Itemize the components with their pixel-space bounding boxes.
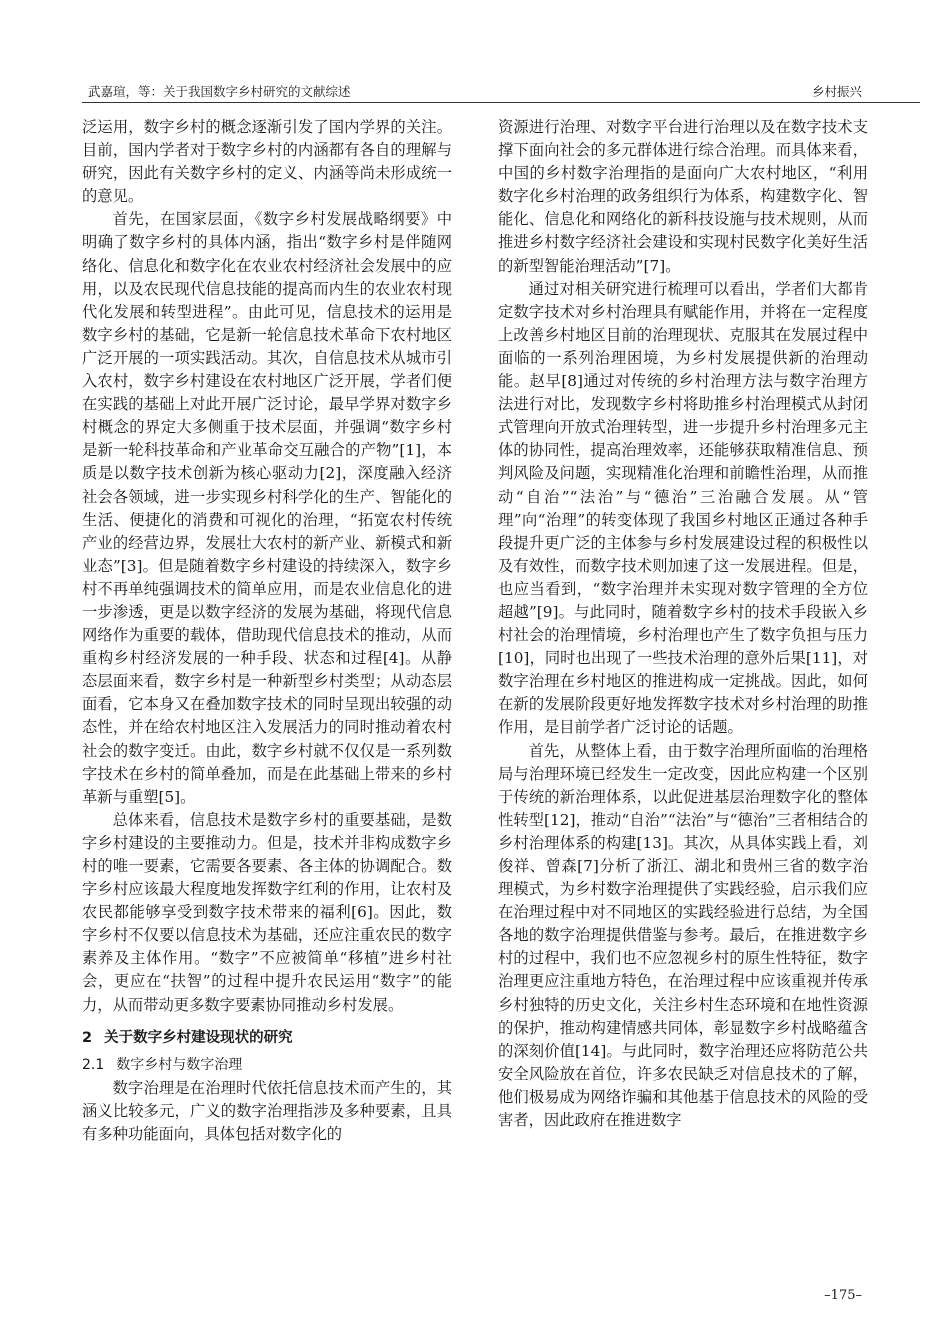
- header-section: 乡村振兴: [811, 84, 862, 99]
- subsection-number: 2.1: [82, 1056, 105, 1073]
- running-header: [88, 70, 862, 100]
- paragraph: 泛运用，数字乡村的概念逐渐引发了国内学界的关注。目前，国内学者对于数字乡村的内涵都有各自的理解与研究，因此有关数字乡村的定义、内涵等尚未形成统一的意见。: [82, 118, 452, 206]
- left-column: [82, 116, 452, 1146]
- paragraph: 通过对相关研究进行梳理可以看出，学者们大都肯定数字技术对乡村治理具有赋能作用，并将在一定程度上改善乡村地区目前的治理现状、克服其在发展过程中面临的一系列治理困境，为乡村发展提供新的治理动能。赵早[8]通过对传统的乡村治理方法与数字治理方法进行对比，发现数字乡村将助推乡村治理模式从封闭式管理向开放式治理转型，进一步提升乡村治理多元主体的协同性，提高治理效率，还能够获取精准信息、预判风险及问题，实现精准化治理和前瞻性治理，从而推动“自治”“法治”与“德治”三治融合发展。从“管理”向“治理”的转变体现了我国乡村地区正通过各种手段提升更广泛的主体参与乡村发展建设过程的积极性以及有效性，而数字技术则加速了这一发展进程。但是，也应当看到，“数字治理并未实现对数字管理的全方位超越”[9]。与此同时，随着数字乡村的技术手段嵌入乡村社会的治理情境，乡村治理也产生了数字负担与压力[10]，同时也出现了一些技术治理的意外后果[11]，对数字治理在乡村地区的推进构成一定挑战。因此，如何在新的发展阶段更好地发挥数字技术对乡村治理的助推作用，是目前学者广泛讨论的话题。: [498, 279, 868, 737]
- subsection-title: 数字乡村与数字治理: [116, 1056, 243, 1073]
- paragraph: 数字治理是在治理时代依托信息技术而产生的，其涵义比较多元，广义的数字治理指涉及多种要素，且具有多种功能面向，具体包括对数字化的: [82, 1078, 452, 1144]
- right-column: [498, 116, 868, 1132]
- paragraph: 首先，在国家层面，《数字乡村发展战略纲要》中明确了数字乡村的具体内涵，指出“数字乡村是伴随网络化、信息化和数字化在农业农村经济社会发展中的应用，以及农民现代信息技能的提高而内生的农业农村现代化发展和转型进程”。由此可见，信息技术的运用是数字乡村的基础，它是新一轮信息技术革命下农村地区广泛开展的一项实践活动。其次，自信息技术从城市引入农村，数字乡村建设在农村地区广泛开展，学者们便在实践的基础上对此开展广泛讨论，最早学界对数字乡村概念的界定大多侧重于技术层面，并强调“数字乡村是新一轮科技革命和产业革命交互融合的产物”[1]，本质是以数字技术创新为核心驱动力[2]，深度融入经济社会各领域，进一步实现乡村科学化的生产、智能化的生活、便捷化的消费和可视化的治理，“拓宽农村传统产业的经营边界，发展壮大农村的新产业、新模式和新业态”[3]。但是随着数字乡村建设的持续深入，数字乡村不再单纯强调技术的简单应用，而是农业信息化的进一步渗透，更是以数字经济的发展为基础，将现代信息网络作为重要的载体，借助现代信息技术的推动，从而重构乡村经济发展的一种手段、状态和过程[4]。从静态层面来看，数字乡村是一种新型乡村类型；从动态层面看，它本身又在叠加数字技术的同时呈现出较强的动态性，并在给农村地区注入发展活力的同时推动着农村社会的数字变迁。由此，数字乡村就不仅仅是一系列数字技术在乡村的简单叠加，而是在此基础上带来的乡村革新与重塑[5]。: [82, 210, 452, 806]
- paragraph: 资源进行治理、对数字平台进行治理以及在数字技术支撑下面向社会的多元群体进行综合治理。而具体来看，中国的乡村数字治理指的是面向广大农村地区，“利用数字化乡村治理的政务组织行为体系，构建数字化、智能化、信息化和网络化的新科技设施与技术规则，从而推进乡村数字经济社会建设和实现村民数字化美好生活的新型智能治理活动”[7]。: [498, 118, 868, 275]
- header-divider: [82, 102, 920, 103]
- section-number: 2: [82, 1029, 93, 1046]
- page-number: –175–: [824, 1288, 862, 1303]
- header-authors-title: 武嘉瑄，等：关于我国数字乡村研究的文献综述: [88, 84, 351, 99]
- paragraph: 总体来看，信息技术是数字乡村的重要基础，是数字乡村建设的主要推动力。但是，技术并非构成数字乡村的唯一要素，它需要各要素、各主体的协调配合。数字乡村应该最大程度地发挥数字红利的作用，让农村及农民都能够享受到数字技术带来的福利[6]。因此，数字乡村不仅要以信息技术为基础，还应注重农民的数字素养及主体作用。“数字”不应被简单“移植”进乡村社会，更应在“扶智”的过程中提升农民运用“数字”的能力，从而带动更多数字要素协同推动乡村发展。: [82, 810, 452, 1014]
- subsection-heading: [82, 1054, 452, 1077]
- section-title: 关于数字乡村建设现状的研究: [104, 1029, 293, 1046]
- section-heading: [82, 1027, 452, 1050]
- paragraph: 首先，从整体上看，由于数字治理所面临的治理格局与治理环境已经发生一定改变，因此应构建一个区别于传统的新治理体系，以此促进基层治理数字化的整体性转型[12]，推动“自治”“法治”与“德治”三者相结合的乡村治理体系的构建[13]。其次，从具体实践上看，刘俊祥、曾森[7]分析了浙江、湖北和贵州三省的数字治理模式，为乡村数字治理提供了实践经验，启示我们应在治理过程中对不同地区的实践经验进行总结，为全国各地的数字治理提供借鉴与参考。最后，在推进数字乡村的过程中，我们也不应忽视乡村的原生性特征，数字治理更应注重地方特色，在治理过程中应该重视并传承乡村独特的历史文化，关注乡村生态环境和在地性资源的保护，推动构建情感共同体，彰显数字乡村战略蕴含的深刻价值[14]。与此同时，数字治理还应将防范公共安全风险放在首位，许多农民缺乏对信息技术的了解，他们极易成为网络诈骗和其他基于信息技术的风险的受害者，因此政府在推进数字: [498, 741, 868, 1130]
